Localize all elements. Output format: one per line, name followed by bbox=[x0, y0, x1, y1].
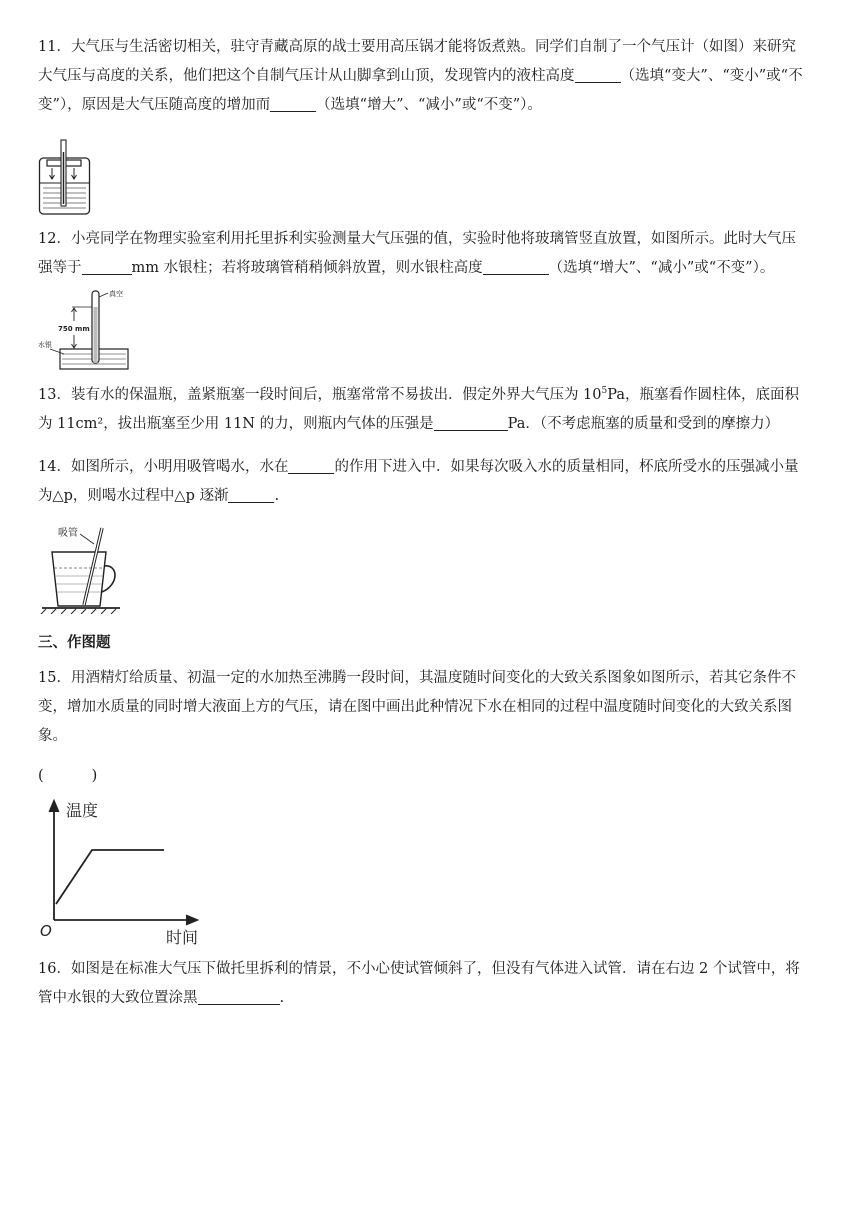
q15-line-2: 变，增加水质量的同时增大液面上方的气压，请在图中画出此种情况下水在相同的过程中温度随时间变化的大致关系图 bbox=[38, 699, 792, 715]
q13-line-1: 13．装有水的保温瓶，盖紧瓶塞一段时间后，瓶塞常常不易拔出．假定外界大气压为 $10^5Pa$，瓶塞看作圆柱体，底面积 bbox=[38, 386, 799, 403]
question-16 bbox=[38, 955, 822, 1013]
temperature-time-graph bbox=[36, 796, 206, 948]
origin-label: O bbox=[40, 922, 52, 940]
mercury-label: 水银 bbox=[38, 341, 52, 349]
q14-line-2: 为△p，则喝水过程中△p 逐渐 . bbox=[38, 482, 822, 511]
section-heading: 三、作图题 bbox=[38, 634, 111, 651]
q16-line-1: 16．如图是在标准大气压下做托里拆利的情景，不小心使试管倾斜了，但没有气体进入试管．请在右边 2 个试管中，将 bbox=[38, 961, 800, 977]
height-label: 750 mm bbox=[58, 325, 90, 333]
q13-line-2: 为 11cm²，拔出瓶塞至少用 11N 的力，则瓶内气体的压强是 Pa．（不考虑瓶塞的质量和受到的摩擦力） bbox=[38, 410, 822, 439]
answer-blank[interactable] bbox=[270, 94, 316, 112]
answer-blank[interactable] bbox=[288, 456, 334, 474]
q12-line-2: 强等于 mm 水银柱；若将玻璃管稍稍倾斜放置，则水银柱高度 （选填“增大”、“减小”或“不变”）。 bbox=[38, 254, 822, 283]
q12-line-1: 12．小亮同学在物理实验室利用托里拆利实验测量大气压强的值，实验时他将玻璃管竖直放置，如图所示。此时大气压 bbox=[38, 231, 796, 247]
barometer-figure bbox=[38, 138, 100, 218]
q11-line-1: 11．大气压与生活密切相关，驻守青藏高原的战士要用高压锅才能将饭煮熟。同学们自制了一个气压计（如图）来研究 bbox=[38, 39, 796, 55]
answer-blank[interactable] bbox=[434, 413, 508, 431]
answer-blank[interactable] bbox=[198, 987, 280, 1005]
question-14 bbox=[38, 453, 822, 511]
answer-blank[interactable] bbox=[82, 257, 132, 275]
answer-blank[interactable] bbox=[228, 485, 274, 503]
question-15 bbox=[38, 664, 822, 751]
q15-line-1: 15．用酒精灯给质量、初温一定的水加热至沸腾一段时间，其温度随时间变化的大致关系图象如图所示，若其它条件不 bbox=[38, 670, 796, 686]
q15-line-3: 象。 bbox=[38, 728, 67, 744]
temperature-curve bbox=[56, 850, 164, 904]
answer-blank[interactable] bbox=[575, 65, 621, 83]
q14-line-1: 14．如图所示，小明用吸管喝水，水在 的作用下进入中．如果每次吸入水的质量相同，杯底所受水的压强减小量 bbox=[38, 453, 822, 482]
question-11 bbox=[38, 33, 822, 120]
answer-bracket[interactable]: ( ) bbox=[38, 768, 98, 784]
question-12 bbox=[38, 225, 822, 283]
x-axis-label: 时间 bbox=[166, 928, 199, 947]
vacuum-label: 真空 bbox=[109, 290, 123, 298]
q11-line-3: 变”），原因是大气压随高度的增加而 （选填“增大”、“减小”或“不变”）。 bbox=[38, 91, 822, 120]
torricelli-figure bbox=[38, 287, 138, 373]
q16-line-2: 管中水银的大致位置涂黑 . bbox=[38, 984, 822, 1013]
y-axis-label: 温度 bbox=[66, 801, 99, 820]
x-axis-arrow bbox=[186, 915, 198, 925]
straw-label: 吸管 bbox=[58, 528, 78, 539]
y-axis-arrow bbox=[49, 800, 59, 812]
question-13 bbox=[38, 381, 822, 439]
answer-blank[interactable] bbox=[483, 257, 549, 275]
q11-line-2: 大气压与高度的关系，他们把这个自制气压计从山脚拿到山顶，发现管内的液柱高度 （选填“变大”、“变小”或“不 bbox=[38, 62, 822, 91]
cup-straw-figure bbox=[38, 522, 124, 614]
